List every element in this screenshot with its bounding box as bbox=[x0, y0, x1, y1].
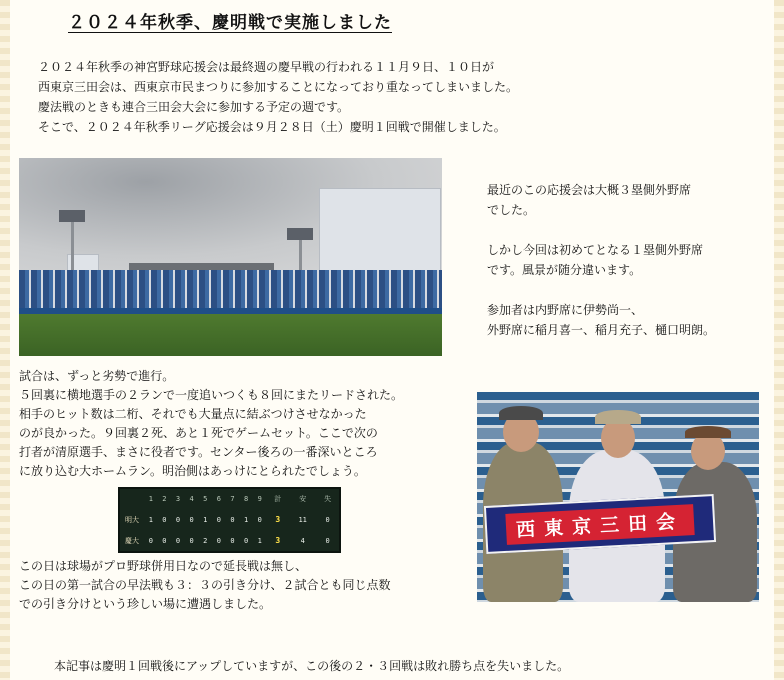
inning-label: 1 bbox=[148, 495, 153, 504]
stadium-photo-building bbox=[319, 188, 441, 275]
cap-icon bbox=[499, 406, 543, 420]
scoreboard-table bbox=[120, 489, 339, 551]
total-score: 3 bbox=[275, 515, 281, 525]
side-line: 外野席に稲月喜一、稲月充子、樋口明朗。 bbox=[487, 323, 716, 337]
stadium-photo-light bbox=[287, 228, 313, 240]
inning-label: 5 bbox=[203, 495, 208, 504]
intro-line: ２０２４年秋季の神宮野球応援会は最終週の慶早戦の行われる１１月９日、１０日が bbox=[38, 60, 495, 74]
inning-label: 4 bbox=[189, 495, 194, 504]
inning-label: 3 bbox=[175, 495, 181, 504]
game-line: ５回裏に横地選手の２ランで一度追いつくも８回にまたリードされた。 bbox=[19, 388, 404, 402]
footer-note: 本記事は慶明１回戦後にアップしていますが、この後の２・３回戦は敗れ勝ち点を失いました。 bbox=[54, 659, 570, 673]
inning-score: 0 bbox=[216, 515, 221, 524]
inning-score: 0 bbox=[189, 515, 194, 524]
side-line: 最近のこの応援会は大概３塁側外野席 bbox=[487, 183, 692, 197]
hat-icon bbox=[685, 426, 731, 438]
game-paragraph bbox=[19, 367, 403, 481]
stadium-photo-seats bbox=[19, 270, 442, 312]
page-title: ２０２４年秋季、慶明戦で実施しました bbox=[68, 13, 392, 33]
intro-line: そこで、２０２４年秋季リーグ応援会は９月２８日（土）慶明１回戦で開催しました。 bbox=[38, 120, 506, 134]
inning-score: 0 bbox=[175, 536, 181, 545]
inning-score: 1 bbox=[257, 536, 262, 545]
game-line: のが良かった。９回裏２死、あと１死でゲームセット。ここで次の bbox=[19, 426, 378, 440]
hat-icon bbox=[595, 410, 641, 424]
inning-label: 2 bbox=[162, 495, 167, 504]
side-line: でした。 bbox=[487, 203, 536, 217]
stadium-photo-light-tower bbox=[71, 220, 74, 272]
scoreboard-row bbox=[120, 530, 339, 551]
inning-score: 0 bbox=[230, 515, 235, 524]
club-banner-text: 西東京三田会 bbox=[505, 504, 694, 545]
hits-count: 11 bbox=[298, 515, 307, 524]
stadium-photo-light-tower bbox=[299, 236, 302, 272]
inning-score: 0 bbox=[257, 515, 262, 524]
stadium-photo-field bbox=[19, 314, 442, 356]
scoreboard-row bbox=[120, 510, 339, 531]
after-line: での引き分けという珍しい場に遭遇しました。 bbox=[19, 597, 272, 611]
game-line: に放り込む大ホームラン。明治側はあっけにとられたでしょう。 bbox=[19, 464, 366, 478]
side-line: しかし今回は初めてとなる１塁側外野席 bbox=[487, 243, 704, 257]
hits-count: 4 bbox=[300, 536, 305, 545]
inning-score: 0 bbox=[243, 536, 249, 545]
inning-score: 1 bbox=[148, 515, 153, 524]
inning-score: 0 bbox=[162, 515, 167, 524]
inning-score: 2 bbox=[203, 536, 208, 545]
inning-score: 0 bbox=[230, 536, 235, 545]
side-paragraph bbox=[487, 180, 715, 340]
inning-score: 0 bbox=[148, 536, 153, 545]
participants-photo bbox=[477, 392, 759, 602]
inning-score: 0 bbox=[162, 536, 167, 545]
game-line: 試合は、ずっと劣勢で進行。 bbox=[19, 369, 175, 383]
scoreboard bbox=[118, 487, 341, 553]
inning-label: 7 bbox=[230, 495, 235, 504]
errors-count: 0 bbox=[325, 536, 330, 545]
errors-count: 0 bbox=[325, 515, 330, 524]
errors-header: 失 bbox=[324, 495, 332, 504]
intro-paragraph bbox=[38, 57, 518, 137]
participant-head bbox=[601, 418, 635, 458]
page-border-right bbox=[774, 0, 784, 680]
side-line: です。風景が随分違います。 bbox=[487, 263, 642, 277]
stadium-photo-light bbox=[59, 210, 85, 222]
game-line: 相手のヒット数は二桁、それでも大量点に結ぶつけさせなかった bbox=[19, 407, 367, 421]
inning-score: 1 bbox=[243, 515, 249, 524]
after-line: この日は球場がプロ野球併用日なので延長戦は無し、 bbox=[19, 559, 308, 573]
team-name: 慶大 bbox=[125, 536, 139, 545]
hits-header: 安 bbox=[299, 495, 307, 504]
team-name: 明大 bbox=[125, 515, 139, 524]
stadium-photo bbox=[19, 158, 442, 356]
total-header: 計 bbox=[274, 495, 282, 504]
game-line: 打者が清原選手、まさに役者です。センター後ろの一番深いところ bbox=[19, 445, 378, 459]
inning-score: 0 bbox=[189, 536, 194, 545]
after-line: この日の第一試合の早法戦も３：３の引き分け、２試合とも同じ点数 bbox=[19, 578, 391, 592]
inning-label: 9 bbox=[257, 495, 262, 504]
after-paragraph bbox=[19, 557, 391, 614]
intro-line: 慶法戦のときも連合三田会大会に参加する予定の週です。 bbox=[38, 100, 350, 114]
inning-score: 0 bbox=[175, 515, 181, 524]
page-border-left bbox=[0, 0, 10, 680]
total-score: 3 bbox=[275, 536, 281, 546]
scoreboard-header-row bbox=[120, 489, 339, 510]
inning-score: 0 bbox=[216, 536, 221, 545]
inning-score: 1 bbox=[203, 515, 208, 524]
inning-label: 6 bbox=[216, 495, 221, 504]
side-line: 参加者は内野席に伊勢尚一、 bbox=[487, 303, 644, 317]
inning-label: 8 bbox=[243, 495, 249, 504]
intro-line: 西東京三田会は、西東京市民まつりに参加することになっており重なってしまいました。 bbox=[38, 80, 519, 94]
